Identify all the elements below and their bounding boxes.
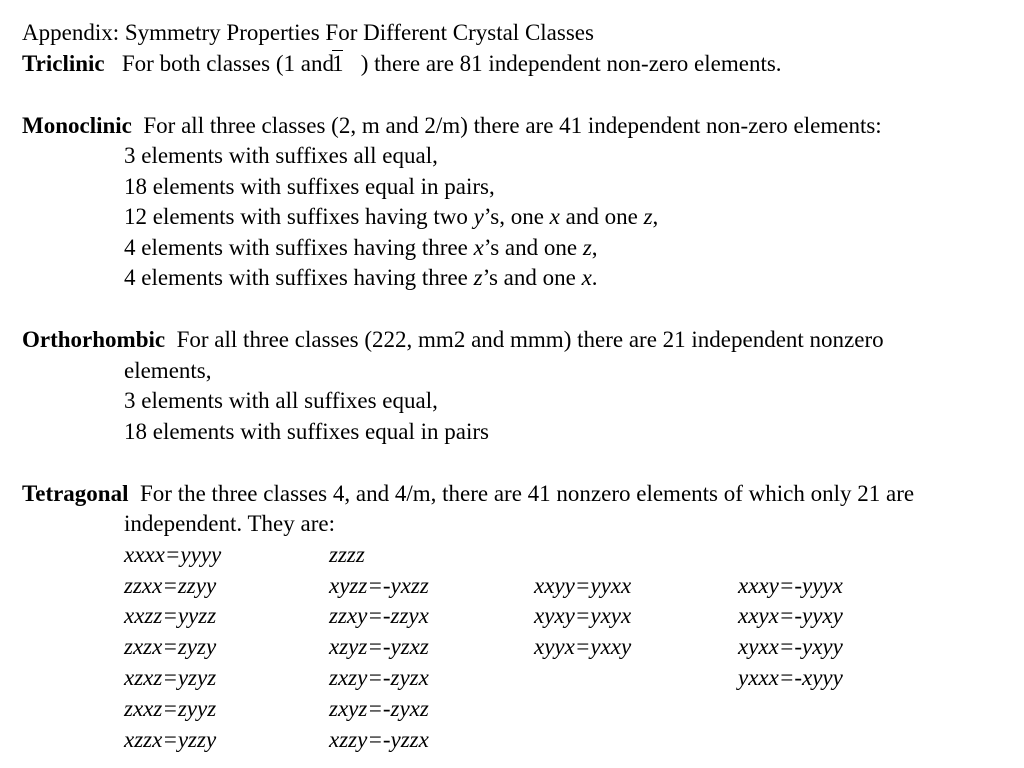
table-cell: xyzz=-yxzz bbox=[329, 573, 429, 598]
monoclinic-line-2: 18 elements with suffixes equal in pairs, bbox=[124, 174, 495, 199]
monoclinic-line-4: 4 elements with suffixes having three x’s and one z, bbox=[124, 235, 598, 260]
triclinic-text-before: For both classes (1 and bbox=[121, 51, 334, 76]
orthorhombic-heading: Orthorhombic bbox=[22, 327, 166, 352]
table-cell: zxyz=-zyxz bbox=[329, 696, 429, 721]
table-cell: zzxx=zzyy bbox=[124, 573, 217, 598]
table-cell: zxzx=zyzy bbox=[124, 634, 217, 659]
table-cell: xzzx=yzzy bbox=[124, 727, 217, 752]
monoclinic-line-5: 4 elements with suffixes having three z’s and one x. bbox=[124, 265, 598, 290]
orthorhombic-intro: Orthorhombic For all three classes (222, mm2 and mmm) there are 21 independent nonzero bbox=[22, 327, 884, 352]
tetragonal-intro: Tetragonal For the three classes 4, and 4/m, there are 41 nonzero elements of which only 21 are bbox=[22, 481, 915, 506]
monoclinic-heading: Monoclinic bbox=[22, 113, 132, 138]
table-cell: yxxx=-xyyy bbox=[738, 665, 843, 690]
table-cell: xzyz=-yzxz bbox=[329, 634, 429, 659]
orthorhombic-intro-cont: elements, bbox=[124, 358, 212, 383]
tetragonal-intro-cont: independent. They are: bbox=[124, 511, 335, 536]
table-cell: xxzz=yyzz bbox=[124, 603, 217, 628]
table-cell: xxyy=yyxx bbox=[534, 573, 632, 598]
one-bar-symbol: 1 bbox=[332, 49, 344, 79]
monoclinic-intro: Monoclinic For all three classes (2, m and 2/m) there are 41 independent non-zero elements: bbox=[22, 113, 882, 138]
table-cell: xyxx=-yxyy bbox=[738, 634, 843, 659]
tetragonal-heading: Tetragonal bbox=[22, 481, 129, 506]
monoclinic-line-1: 3 elements with suffixes all equal, bbox=[124, 143, 438, 168]
table-cell: xxxx=yyyy bbox=[124, 542, 222, 567]
table-cell: xyxy=yxyx bbox=[534, 603, 632, 628]
triclinic-heading: Triclinic bbox=[22, 51, 105, 76]
triclinic-section bbox=[22, 49, 782, 79]
table-cell: xyyx=yxxy bbox=[534, 634, 632, 659]
page-title: Appendix: Symmetry Properties For Different Crystal Classes bbox=[22, 20, 594, 45]
orthorhombic-line-1: 3 elements with all suffixes equal, bbox=[124, 388, 438, 413]
triclinic-text-after: ) there are 81 independent non-zero elements. bbox=[360, 51, 782, 76]
monoclinic-line-3: 12 elements with suffixes having two y’s, one x and one z, bbox=[124, 204, 659, 229]
orthorhombic-line-2: 18 elements with suffixes equal in pairs bbox=[124, 419, 489, 444]
table-cell: zxxz=zyyz bbox=[124, 696, 217, 721]
table-cell: xxxy=-yyyx bbox=[738, 573, 843, 598]
table-cell: zzzz bbox=[329, 542, 365, 567]
table-cell: zxzy=-zyzx bbox=[329, 665, 429, 690]
table-cell: xzzy=-yzzx bbox=[329, 727, 429, 752]
table-cell: zzxy=-zzyx bbox=[329, 603, 429, 628]
table-cell: xzxz=yzyz bbox=[124, 665, 217, 690]
table-cell: xxyx=-yyxy bbox=[738, 603, 843, 628]
